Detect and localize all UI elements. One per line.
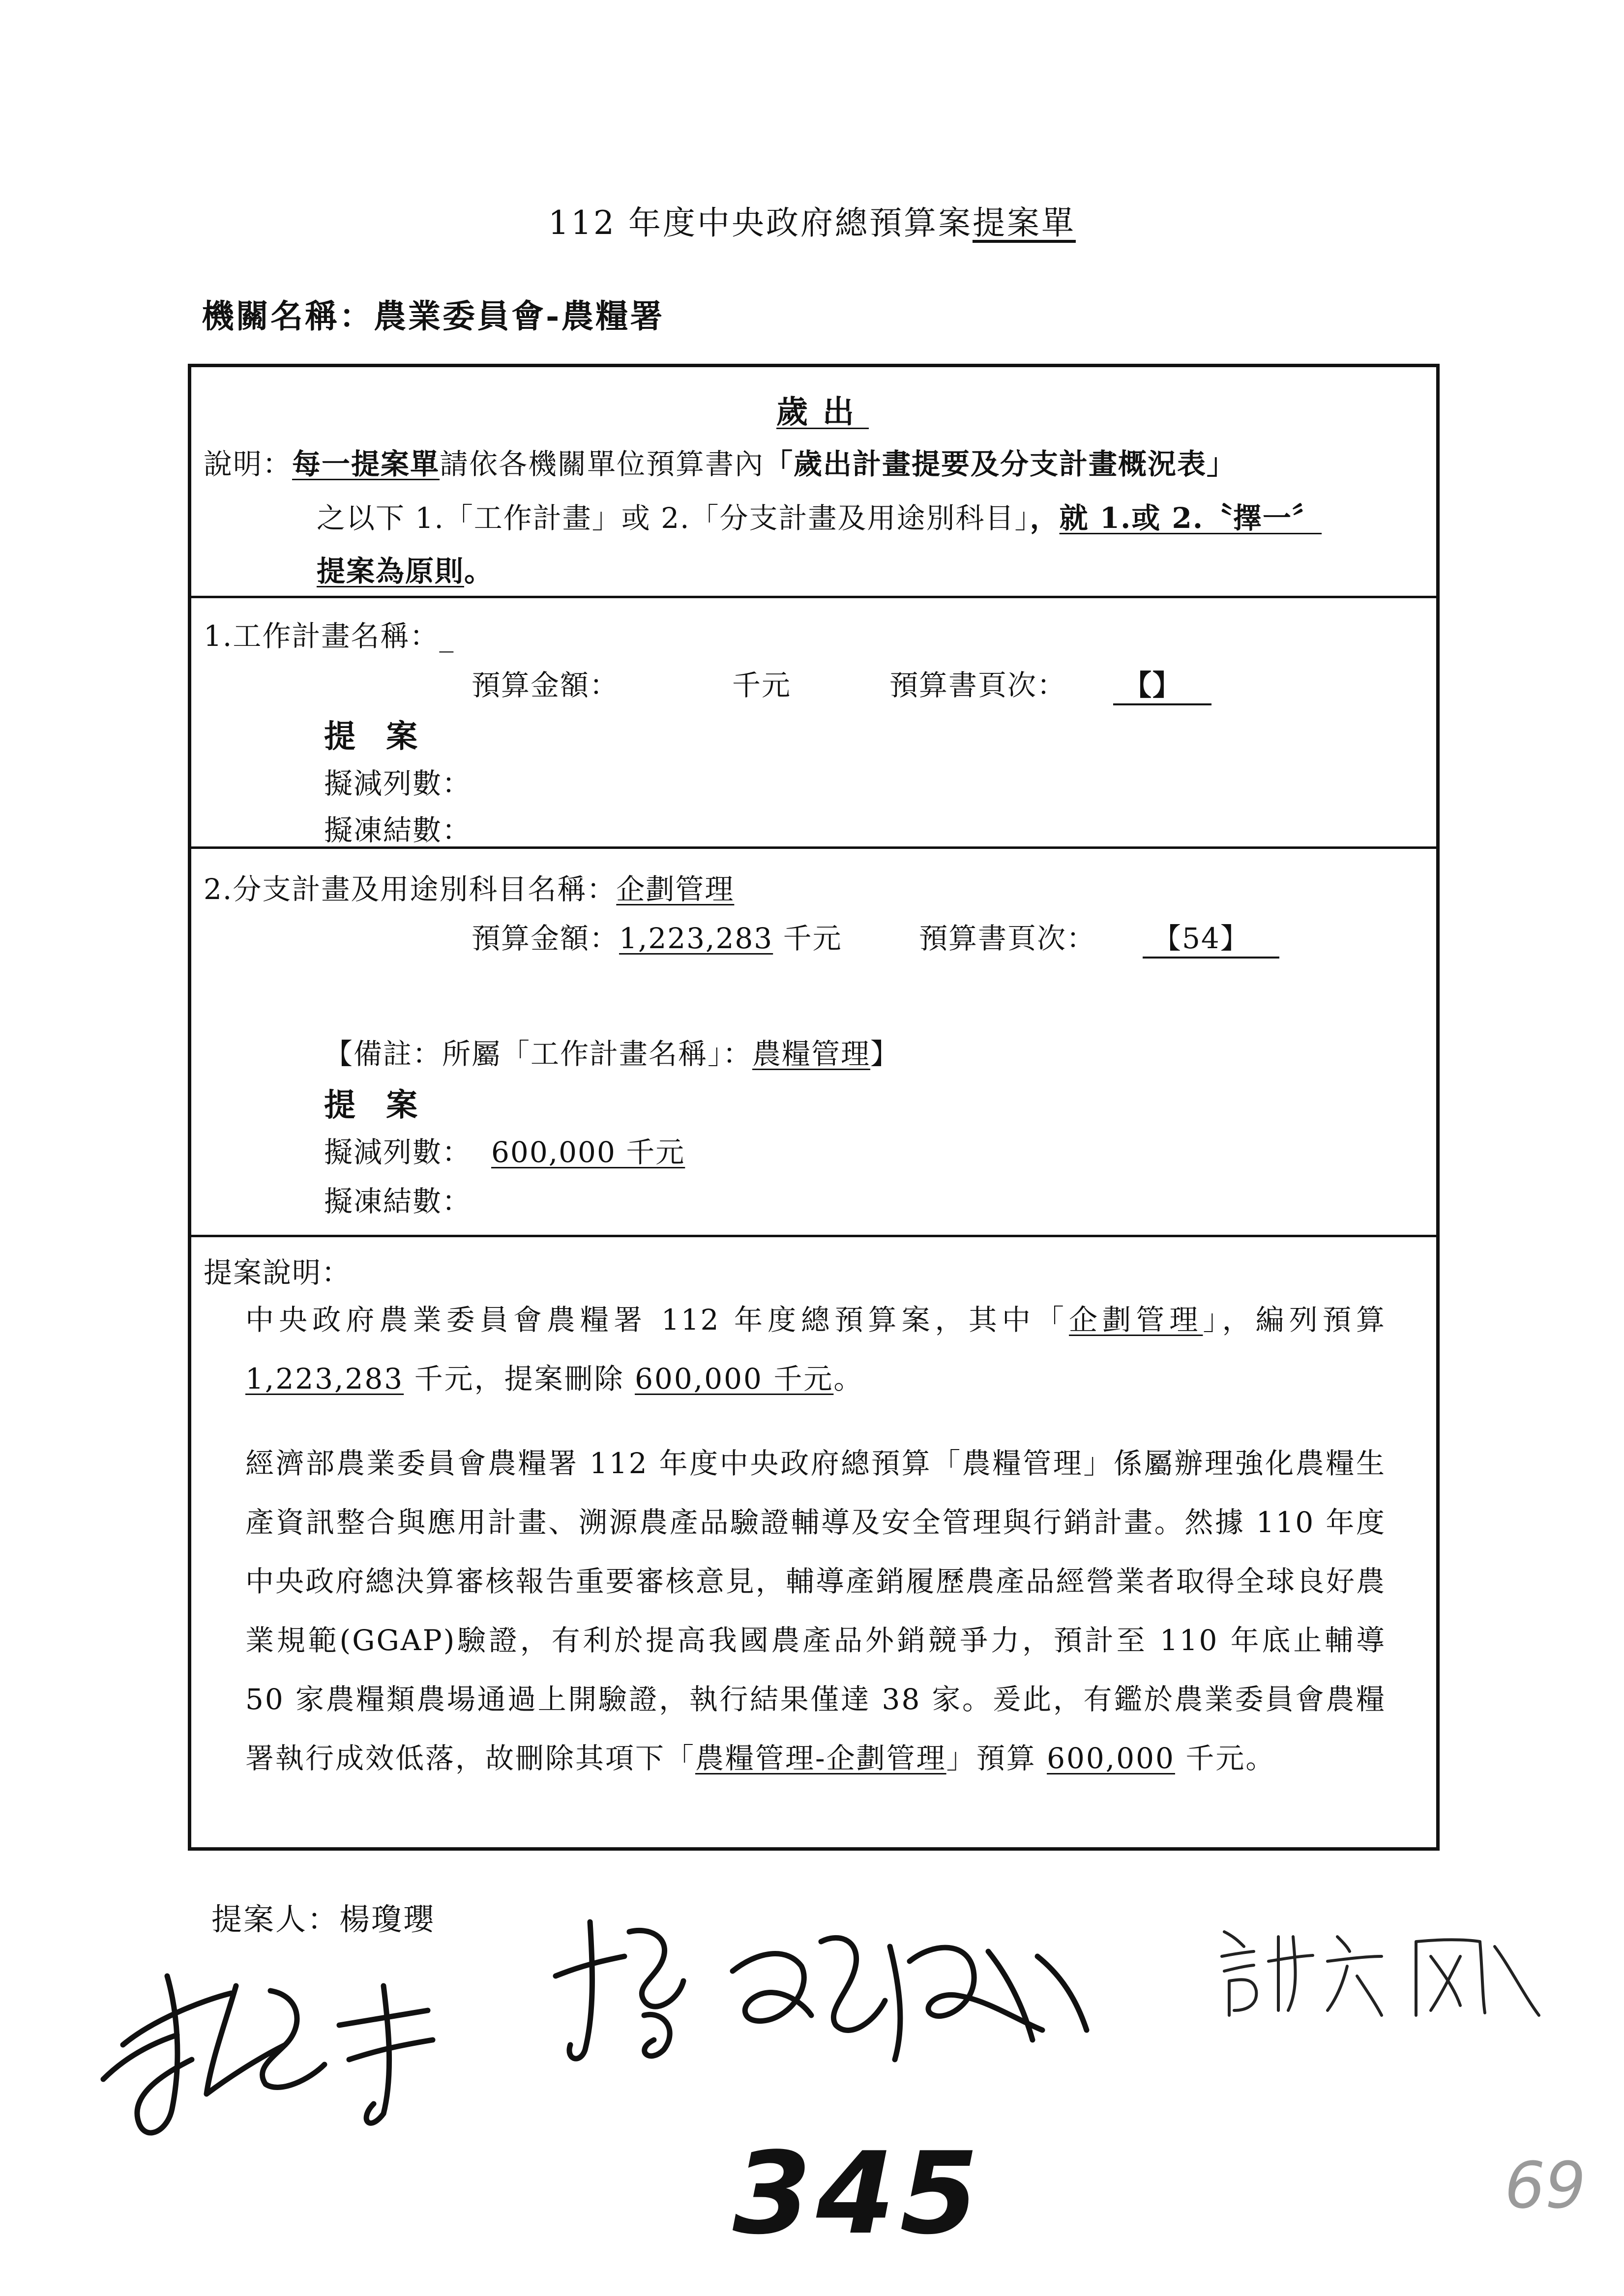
agency-name: 機關名稱：農業委員會-農糧署 — [202, 297, 665, 335]
work-plan-cut-label: 擬減列數： — [324, 767, 472, 800]
branch-plan-name: 2.分支計畫及用途別科目名稱：企劃管理 — [204, 872, 735, 906]
proposal-form-frame — [188, 364, 1440, 1851]
explanation-label: 提案說明： — [204, 1256, 352, 1289]
branch-plan-page-label: 預算書頁次： — [919, 922, 1096, 955]
branch-plan-budget: 預算金額：1,223,283 千元 — [472, 922, 842, 955]
work-plan-page-value: 【】 — [1113, 662, 1211, 705]
work-plan-section — [191, 598, 1436, 849]
note-line-3: 提案為原則。 — [317, 554, 494, 588]
form-title: 112 年度中央政府總預算案提案單 — [548, 204, 1076, 242]
explanation-paragraph-2: 經濟部農業委員會農糧署 112 年度中央政府總預算「農糧管理」係屬辦理強化農糧生產資訊整合與應用計畫、溯源農產品驗證輔導及安全管理與行銷計畫。然據 110 年度中央政府總決算審核報告重要審核意見，輔導產銷履歷農產品經營業者取得全球良好農業規範(GGAP)驗證，有利於提高我國農產品外銷競爭力，預計至 110 年底止輔導 50 家農糧類農場通過上開驗證，執行結果僅達 38 家。爰此，有鑑於農業委員會農糧署執行成效低落，故刪除其項下「農糧管理-企劃管理」預算 600,000 千元。 — [245, 1447, 1386, 1775]
signature-3 — [1214, 1917, 1549, 2025]
work-plan-budget-unit: 千元 — [732, 668, 792, 702]
branch-plan-section — [191, 849, 1436, 1237]
explanation-section — [191, 1237, 1436, 1847]
explanation-paragraph-1: 中央政府農業委員會農糧署 112 年度總預算案，其中「企劃管理」，編列預算 1,223,283 千元，提案刪除 600,000 千元。 — [245, 1303, 1386, 1395]
branch-plan-cut: 擬減列數： 600,000 千元 — [324, 1135, 685, 1169]
signature-1 — [93, 1947, 447, 2153]
note-line-1: 說明：每一提案單請依各機關單位預算書內「歲出計畫提要及分支計畫概況表」 — [204, 447, 1237, 481]
branch-plan-page-value: 【54】 — [1143, 915, 1279, 959]
expenditure-heading: 歲出 — [776, 394, 869, 431]
proposer: 提案人：楊瓊瓔 — [211, 1901, 436, 1937]
branch-plan-remark: 【備註：所屬「工作計畫名稱」：農糧管理】 — [324, 1037, 900, 1071]
note-line-2: 之以下 1.「工作計畫」或 2.「分支計畫及用途別科目」，就 1.或 2.〝擇一〞 — [317, 501, 1322, 535]
branch-plan-freeze-label: 擬凍結數： — [324, 1185, 472, 1218]
expenditure-header-section — [191, 367, 1436, 598]
pencil-page-number: 69 — [1505, 2148, 1586, 2223]
work-plan-freeze-label: 擬凍結數： — [324, 814, 472, 847]
handwritten-page-number: 345 — [733, 2128, 984, 2260]
work-plan-budget-label: 預算金額： — [472, 668, 620, 702]
work-plan-name: 1.工作計畫名稱：_ — [204, 619, 455, 653]
work-plan-page-label: 預算書頁次： — [889, 668, 1067, 702]
signature-2 — [546, 1902, 1126, 2079]
branch-plan-budget-value: 1,223,283 — [619, 922, 773, 955]
branch-plan-proposal-heading: 提 案 — [324, 1087, 428, 1124]
form-title-underlined: 提案單 — [972, 204, 1076, 242]
branch-plan-cut-value: 600,000 千元 — [491, 1135, 685, 1169]
work-plan-proposal-heading: 提 案 — [324, 718, 428, 755]
